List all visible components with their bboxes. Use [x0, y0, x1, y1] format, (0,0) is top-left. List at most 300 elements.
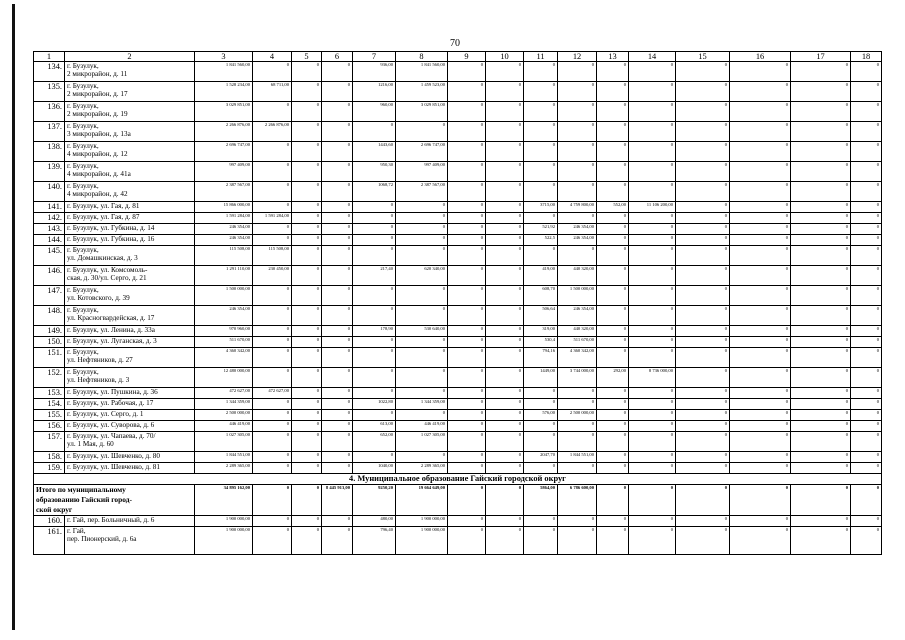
address-cell: г. Бузулук, ул. Нефтяников, д. 27	[65, 348, 195, 368]
value-cell: 0	[292, 235, 322, 246]
value-cell: 997 409,00	[396, 162, 448, 182]
value-cell: 0	[597, 421, 629, 432]
value-cell: 1216,00	[353, 82, 396, 102]
value-cell: 0	[730, 62, 791, 82]
value-cell: 0	[597, 62, 629, 82]
value-cell: 2 387 567,00	[195, 182, 253, 202]
value-cell: 0	[486, 246, 524, 266]
column-header-row	[34, 52, 882, 62]
value-cell: 0	[791, 452, 851, 463]
row-number: 151.	[34, 348, 65, 368]
value-cell: 0	[353, 306, 396, 326]
address-cell: г. Бузулук, 2 микрорайон, д. 11	[65, 62, 195, 82]
value-cell: 0	[629, 82, 676, 102]
value-cell: 0	[486, 202, 524, 213]
value-cell: 1 500 000,00	[195, 286, 253, 306]
column-header: 14	[629, 52, 676, 62]
value-cell: 0	[322, 463, 353, 474]
value-cell: 0	[292, 286, 322, 306]
value-cell: 246 354,00	[195, 306, 253, 326]
value-cell: 0	[791, 432, 851, 452]
value-cell: 0	[730, 102, 791, 122]
value-cell: 0	[448, 62, 486, 82]
value-cell: 552,00	[597, 202, 629, 213]
value-cell: 0	[292, 102, 322, 122]
address-cell: г. Гай, пер. Больничный, д. 6	[65, 516, 195, 527]
value-cell: 2 289 365,00	[195, 463, 253, 474]
value-cell: 0	[353, 246, 396, 266]
value-cell: 0	[791, 516, 851, 527]
value-cell: 1 900 000,00	[396, 527, 448, 555]
value-cell: 0	[448, 452, 486, 463]
value-cell: 0	[791, 527, 851, 555]
value-cell: 1 900 000,00	[195, 516, 253, 527]
table-row	[34, 235, 882, 246]
value-cell: 0	[597, 452, 629, 463]
value-cell: 0	[486, 527, 524, 555]
value-cell: 522,5	[524, 235, 558, 246]
value-cell: 0	[292, 162, 322, 182]
table-row	[34, 266, 882, 286]
value-cell: 608,70	[524, 286, 558, 306]
value-cell: 0	[448, 246, 486, 266]
value-cell: 0	[353, 122, 396, 142]
value-cell: 0	[486, 326, 524, 337]
value-cell: 2 289 365,00	[396, 463, 448, 474]
value-cell: 0	[486, 142, 524, 162]
value-cell: 0	[730, 306, 791, 326]
value-cell: 1 844 551,00	[558, 452, 597, 463]
value-cell: 0	[597, 326, 629, 337]
value-cell: 0	[396, 122, 448, 142]
value-cell: 0	[353, 410, 396, 421]
value-cell: 0	[597, 246, 629, 266]
table-row	[34, 516, 882, 527]
value-cell: 0	[486, 162, 524, 182]
value-cell: 217,40	[353, 266, 396, 286]
value-cell: 0	[851, 399, 882, 410]
value-cell: 997 409,00	[195, 162, 253, 182]
value-cell: 0	[524, 246, 558, 266]
column-header: 5	[292, 52, 322, 62]
value-cell: 0	[558, 62, 597, 82]
total-value-cell: 0	[676, 485, 730, 516]
value-cell: 0	[851, 235, 882, 246]
value-cell: 796,40	[353, 527, 396, 555]
value-cell: 0	[322, 62, 353, 82]
value-cell: 0	[253, 368, 292, 388]
value-cell: 0	[448, 337, 486, 348]
value-cell: 0	[322, 388, 353, 399]
value-cell: 620 340,00	[396, 266, 448, 286]
value-cell: 0	[730, 421, 791, 432]
value-cell: 0	[676, 527, 730, 555]
value-cell: 0	[322, 142, 353, 162]
value-cell: 0	[676, 82, 730, 102]
value-cell: 0	[448, 286, 486, 306]
value-cell: 0	[629, 516, 676, 527]
value-cell: 936,00	[353, 62, 396, 82]
value-cell: 0	[253, 527, 292, 555]
total-value-cell: 5864,00	[524, 485, 558, 516]
table-row	[34, 421, 882, 432]
value-cell: 0	[791, 235, 851, 246]
value-cell: 0	[353, 388, 396, 399]
value-cell: 0	[448, 82, 486, 102]
address-cell: г. Бузулук, ул. Серго, д. 1	[65, 410, 195, 421]
value-cell: 0	[448, 142, 486, 162]
value-cell: 0	[730, 527, 791, 555]
value-cell: 0	[253, 326, 292, 337]
value-cell: 0	[629, 410, 676, 421]
value-cell: 0	[524, 399, 558, 410]
value-cell: 0	[253, 62, 292, 82]
value-cell: 0	[524, 122, 558, 142]
value-cell: 0	[353, 452, 396, 463]
row-number: 143.	[34, 224, 65, 235]
value-cell: 0	[597, 182, 629, 202]
column-header: 3	[195, 52, 253, 62]
value-cell: 0	[629, 102, 676, 122]
value-cell: 0	[292, 399, 322, 410]
value-cell: 0	[629, 399, 676, 410]
value-cell: 246 354,00	[558, 306, 597, 326]
value-cell: 0	[322, 162, 353, 182]
value-cell: 472 627,00	[253, 388, 292, 399]
value-cell: 0	[396, 306, 448, 326]
row-number: 148.	[34, 306, 65, 326]
value-cell: 0	[322, 410, 353, 421]
value-cell: 0	[322, 368, 353, 388]
value-cell: 0	[322, 432, 353, 452]
value-cell: 1 500 000,00	[558, 286, 597, 306]
address-cell: г. Бузулук, ул. Суворова, д. 6	[65, 421, 195, 432]
value-cell: 0	[730, 122, 791, 142]
value-cell: 0	[791, 421, 851, 432]
value-cell: 480,00	[353, 516, 396, 527]
value-cell: 0	[486, 432, 524, 452]
value-cell: 0	[253, 348, 292, 368]
row-number: 156.	[34, 421, 65, 432]
total-value-cell: 0	[292, 485, 322, 516]
value-cell: 794,16	[524, 348, 558, 368]
column-header: 17	[791, 52, 851, 62]
address-cell: г. Бузулук, ул. Котовского, д. 39	[65, 286, 195, 306]
value-cell: 0	[851, 452, 882, 463]
value-cell: 0	[448, 326, 486, 337]
value-cell: 0	[292, 266, 322, 286]
value-cell: 0	[448, 410, 486, 421]
value-cell: 1 291 110,00	[195, 266, 253, 286]
value-cell: 0	[851, 266, 882, 286]
value-cell: 0	[629, 337, 676, 348]
value-cell: 0	[730, 286, 791, 306]
value-cell: 0	[676, 213, 730, 224]
value-cell: 0	[448, 266, 486, 286]
column-header: 18	[851, 52, 882, 62]
value-cell: 0	[629, 463, 676, 474]
value-cell: 0	[730, 202, 791, 213]
value-cell: 0	[253, 463, 292, 474]
value-cell: 0	[322, 286, 353, 306]
value-cell: 0	[676, 286, 730, 306]
value-cell: 3 029 851,00	[396, 102, 448, 122]
value-cell: 292,00	[597, 368, 629, 388]
value-cell: 0	[597, 235, 629, 246]
value-cell: 0	[322, 82, 353, 102]
value-cell: 0	[486, 62, 524, 82]
value-cell: 1 591 284,00	[195, 213, 253, 224]
value-cell: 1 844 551,00	[195, 452, 253, 463]
value-cell: 0	[851, 326, 882, 337]
value-cell: 0	[851, 122, 882, 142]
address-cell: г. Бузулук, 4 микрорайон, д. 42	[65, 182, 195, 202]
column-header: 1	[34, 52, 65, 62]
value-cell: 0	[676, 410, 730, 421]
value-cell: 0	[292, 224, 322, 235]
value-cell: 0	[396, 337, 448, 348]
value-cell: 0	[676, 62, 730, 82]
value-cell: 0	[730, 142, 791, 162]
value-cell: 0	[558, 142, 597, 162]
value-cell: 246 354,00	[195, 224, 253, 235]
value-cell: 0	[253, 224, 292, 235]
value-cell: 0	[791, 142, 851, 162]
value-cell: 0	[396, 202, 448, 213]
value-cell: 1 344 359,00	[195, 399, 253, 410]
value-cell: 0	[597, 162, 629, 182]
value-cell: 0	[851, 463, 882, 474]
value-cell: 0	[524, 162, 558, 182]
value-cell: 246 354,00	[558, 235, 597, 246]
table-row	[34, 326, 882, 337]
value-cell: 0	[676, 432, 730, 452]
value-cell: 0	[730, 432, 791, 452]
value-cell: 0	[558, 122, 597, 142]
column-header: 13	[597, 52, 629, 62]
table-row	[34, 162, 882, 182]
value-cell: 0	[396, 213, 448, 224]
value-cell: 0	[558, 246, 597, 266]
address-cell: г. Бузулук, ул. Рабочая, д. 17	[65, 399, 195, 410]
value-cell: 0	[322, 399, 353, 410]
address-cell: г. Бузулук, ул. Нефтяников, д. 3	[65, 368, 195, 388]
value-cell: 0	[597, 388, 629, 399]
value-cell: 0	[253, 452, 292, 463]
row-number: 152.	[34, 368, 65, 388]
value-cell: 2 696 747,00	[396, 142, 448, 162]
value-cell: 440 320,00	[558, 266, 597, 286]
value-cell: 0	[486, 82, 524, 102]
value-cell: 0	[851, 410, 882, 421]
value-cell: 0	[558, 213, 597, 224]
value-cell: 0	[676, 368, 730, 388]
value-cell: 0	[730, 399, 791, 410]
value-cell: 0	[597, 410, 629, 421]
value-cell: 0	[791, 399, 851, 410]
value-cell: 0	[730, 410, 791, 421]
row-number: 140.	[34, 182, 65, 202]
address-cell: г. Бузулук, ул. Красногвардейская, д. 17	[65, 306, 195, 326]
value-cell: 2 500 000,00	[558, 410, 597, 421]
value-cell: 0	[851, 224, 882, 235]
total-value-cell: 0	[597, 485, 629, 516]
value-cell: 0	[730, 516, 791, 527]
value-cell: 0	[851, 432, 882, 452]
value-cell: 0	[629, 306, 676, 326]
address-cell: г. Гай, пер. Пионерский, д. 6а	[65, 527, 195, 555]
address-cell: г. Бузулук, ул. Шевченко, д. 80	[65, 452, 195, 463]
value-cell: 0	[322, 421, 353, 432]
value-cell: 0	[353, 224, 396, 235]
value-cell: 0	[322, 452, 353, 463]
table-row	[34, 452, 882, 463]
value-cell: 0	[558, 527, 597, 555]
value-cell: 0	[253, 102, 292, 122]
value-cell: 0	[730, 246, 791, 266]
value-cell: 0	[322, 326, 353, 337]
value-cell: 0	[322, 246, 353, 266]
value-cell: 0	[396, 286, 448, 306]
value-cell: 0	[292, 516, 322, 527]
value-cell: 0	[629, 142, 676, 162]
value-cell: 950,30	[353, 162, 396, 182]
value-cell: 0	[676, 452, 730, 463]
value-cell: 0	[676, 306, 730, 326]
value-cell: 0	[851, 162, 882, 182]
value-cell: 530,4	[524, 337, 558, 348]
value-cell: 0	[448, 224, 486, 235]
column-header: 7	[353, 52, 396, 62]
table-row	[34, 213, 882, 224]
value-cell: 0	[558, 432, 597, 452]
value-cell: 0	[486, 388, 524, 399]
value-cell: 0	[292, 337, 322, 348]
value-cell: 4 360 342,00	[195, 348, 253, 368]
total-value-cell: 0	[486, 485, 524, 516]
row-number: 153.	[34, 388, 65, 399]
value-cell: 0	[353, 368, 396, 388]
value-cell: 0	[730, 162, 791, 182]
value-cell: 0	[676, 224, 730, 235]
value-cell: 0	[791, 246, 851, 266]
value-cell: 15 866 000,00	[195, 202, 253, 213]
value-cell: 319,00	[524, 326, 558, 337]
value-cell: 0	[676, 142, 730, 162]
value-cell: 0	[486, 286, 524, 306]
value-cell: 2047,70	[524, 452, 558, 463]
row-number: 149.	[34, 326, 65, 337]
column-header: 12	[558, 52, 597, 62]
value-cell: 0	[730, 213, 791, 224]
value-cell: 0	[448, 527, 486, 555]
value-cell: 0	[524, 527, 558, 555]
value-cell: 0	[524, 421, 558, 432]
row-number: 159.	[34, 463, 65, 474]
value-cell: 652,00	[353, 432, 396, 452]
value-cell: 472 627,00	[195, 388, 253, 399]
value-cell: 0	[851, 182, 882, 202]
row-number: 136.	[34, 102, 65, 122]
value-cell: 0	[597, 142, 629, 162]
value-cell: 0	[791, 82, 851, 102]
value-cell: 0	[486, 399, 524, 410]
value-cell: 0	[730, 235, 791, 246]
value-cell: 0	[597, 306, 629, 326]
value-cell: 1443,60	[353, 142, 396, 162]
value-cell: 0	[253, 286, 292, 306]
value-cell: 0	[629, 388, 676, 399]
column-header: 16	[730, 52, 791, 62]
total-value-cell: 0	[791, 485, 851, 516]
value-cell: 0	[791, 463, 851, 474]
value-cell: 0	[558, 388, 597, 399]
value-cell: 0	[629, 182, 676, 202]
value-cell: 0	[448, 399, 486, 410]
value-cell: 0	[851, 213, 882, 224]
value-cell: 0	[676, 326, 730, 337]
address-cell: г. Бузулук, ул. Гая, д. 81	[65, 202, 195, 213]
value-cell: 0	[791, 337, 851, 348]
value-cell: 2 266 876,00	[253, 122, 292, 142]
total-value-cell: 9250,20	[353, 485, 396, 516]
table-row	[34, 399, 882, 410]
value-cell: 0	[322, 224, 353, 235]
value-cell: 0	[322, 348, 353, 368]
table-row	[34, 388, 882, 399]
value-cell: 115 508,00	[253, 246, 292, 266]
value-cell: 0	[676, 463, 730, 474]
value-cell: 0	[486, 337, 524, 348]
address-cell: г. Бузулук, 3 микрорайон, д. 13а	[65, 122, 195, 142]
table-row	[34, 182, 882, 202]
value-cell: 0	[486, 266, 524, 286]
value-cell: 0	[730, 326, 791, 337]
value-cell: 0	[524, 463, 558, 474]
value-cell: 0	[448, 388, 486, 399]
value-cell: 0	[353, 348, 396, 368]
value-cell: 1 027 305,00	[195, 432, 253, 452]
value-cell: 0	[448, 516, 486, 527]
value-cell: 0	[524, 82, 558, 102]
row-number: 161.	[34, 527, 65, 555]
value-cell: 0	[322, 527, 353, 555]
address-cell: г. Бузулук, ул. Луганская, д. 3	[65, 337, 195, 348]
table-row	[34, 463, 882, 474]
value-cell: 0	[558, 399, 597, 410]
value-cell: 0	[292, 410, 322, 421]
address-cell: г. Бузулук, 4 микрорайон, д. 41а	[65, 162, 195, 182]
value-cell: 0	[292, 527, 322, 555]
value-cell: 0	[730, 82, 791, 102]
value-cell: 0	[322, 213, 353, 224]
address-cell: г. Бузулук, ул. Домашкинская, д. 3	[65, 246, 195, 266]
value-cell: 0	[396, 246, 448, 266]
value-cell: 0	[791, 388, 851, 399]
value-cell: 0	[322, 235, 353, 246]
value-cell: 0	[524, 432, 558, 452]
value-cell: 0	[292, 463, 322, 474]
value-cell: 0	[322, 122, 353, 142]
value-cell: 0	[558, 82, 597, 102]
value-cell: 0	[292, 82, 322, 102]
value-cell: 0	[524, 388, 558, 399]
table-row	[34, 527, 882, 555]
value-cell: 0	[851, 421, 882, 432]
value-cell: 1068,72	[353, 182, 396, 202]
value-cell: 0	[292, 202, 322, 213]
value-cell: 960,00	[353, 102, 396, 122]
